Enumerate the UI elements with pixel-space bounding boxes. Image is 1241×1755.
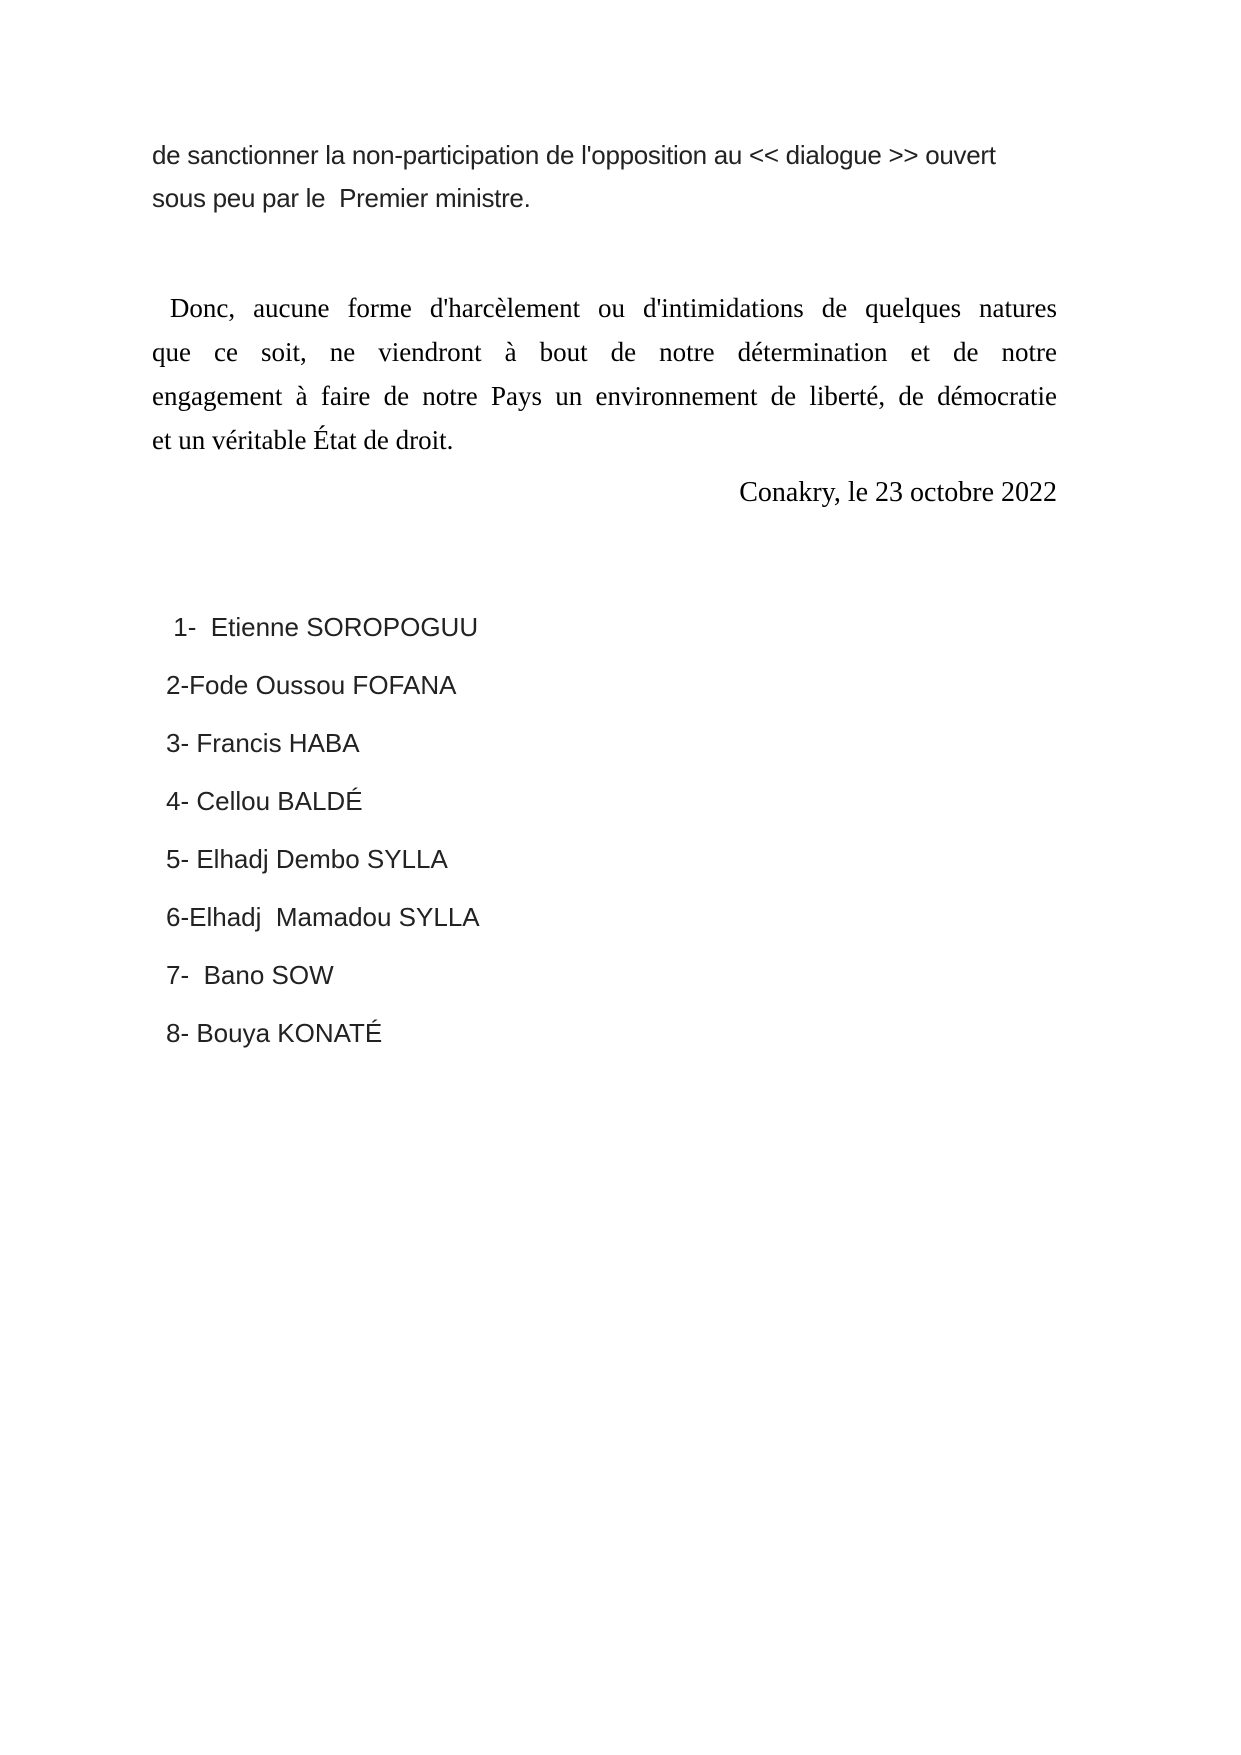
signatory-item: 5- Elhadj Dembo SYLLA [166, 844, 448, 874]
opening-paragraph-line: sous peu par le Premier ministre. [152, 183, 531, 213]
opening-paragraph-line: de sanctionner la non-participation de l'opposition au << dialogue >> ouvert [152, 140, 996, 170]
document-content [152, 134, 1057, 1074]
signatory-item: 3- Francis HABA [166, 728, 360, 758]
body-paragraph-line: que ce soit, ne viendront à bout de notre détermination et de notre [152, 337, 1057, 367]
signatory-item: 8- Bouya KONATÉ [166, 1018, 383, 1048]
signatory-item: 6-Elhadj Mamadou SYLLA [166, 902, 480, 932]
signatory-list [152, 610, 1057, 1050]
body-paragraph-line: et un véritable État de droit. [152, 425, 454, 455]
signatory-item: 2-Fode Oussou FOFANA [166, 670, 457, 700]
body-paragraph [152, 286, 1057, 462]
signatory-item: 7- Bano SOW [166, 960, 334, 990]
body-paragraph-line: Donc, aucune forme d'harcèlement ou d'intimidations de quelques natures [152, 293, 1057, 323]
body-paragraph-line: engagement à faire de notre Pays un environnement de liberté, de démocratie [152, 381, 1057, 411]
dateline: Conakry, le 23 octobre 2022 [739, 477, 1057, 508]
signatory-item: 4- Cellou BALDÉ [166, 786, 363, 816]
opening-paragraph [152, 134, 1057, 220]
signatory-item: 1- Etienne SOROPOGUU [166, 612, 479, 642]
